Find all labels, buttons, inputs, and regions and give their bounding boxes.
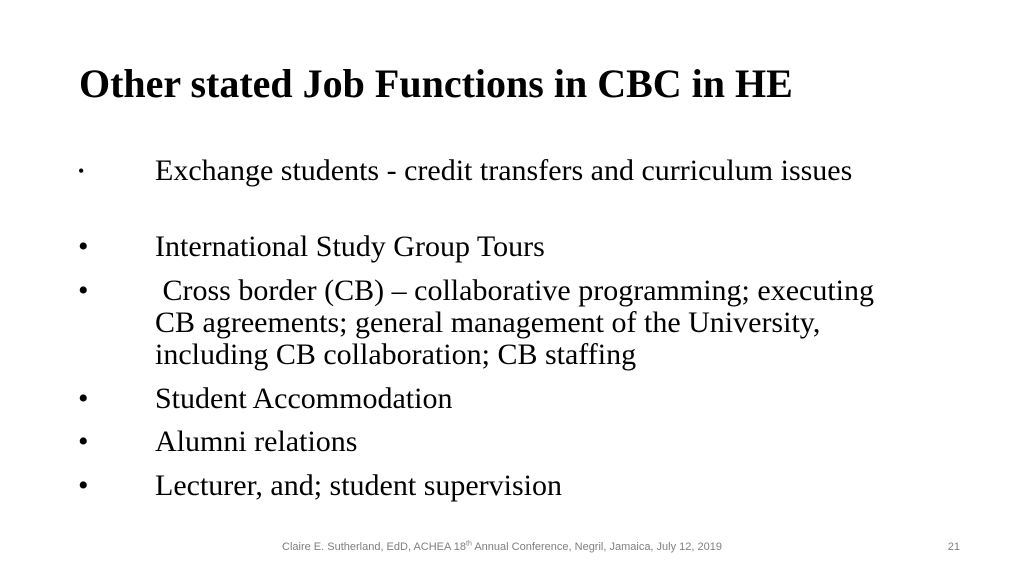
bullet-text: Student Accommodation — [155, 382, 453, 415]
footer-superscript: th — [466, 540, 472, 548]
bullet-marker: • — [78, 425, 89, 458]
bullet-marker: • — [78, 274, 89, 307]
slide-footer — [0, 541, 1004, 553]
page-number: 21 — [947, 541, 960, 553]
footer-text-start: Claire E. Sutherland, EdD, ACHEA 18 — [282, 541, 467, 553]
bullet-marker: • — [78, 382, 89, 415]
bullet-text: Lecturer, and; student supervision — [155, 469, 563, 502]
bullet-text: International Study Group Tours — [155, 230, 545, 263]
slide-title: Other stated Job Functions in CBC in HE — [79, 61, 793, 106]
bullet-text: Cross border (CB) – collaborative programming; executing CB agreements; general management of the University, including CB collaboration; CB staffing — [155, 274, 874, 371]
footer-text-end: Annual Conference, Negril, Jamaica, July 12, 2019 — [471, 541, 722, 553]
bullet-text: Alumni relations — [155, 425, 358, 458]
bullet-marker: • — [78, 230, 89, 263]
bullet-marker: • — [78, 469, 89, 502]
bullet-marker: • — [78, 161, 85, 181]
bullet-text: Exchange students - credit transfers and curriculum issues — [155, 154, 853, 187]
